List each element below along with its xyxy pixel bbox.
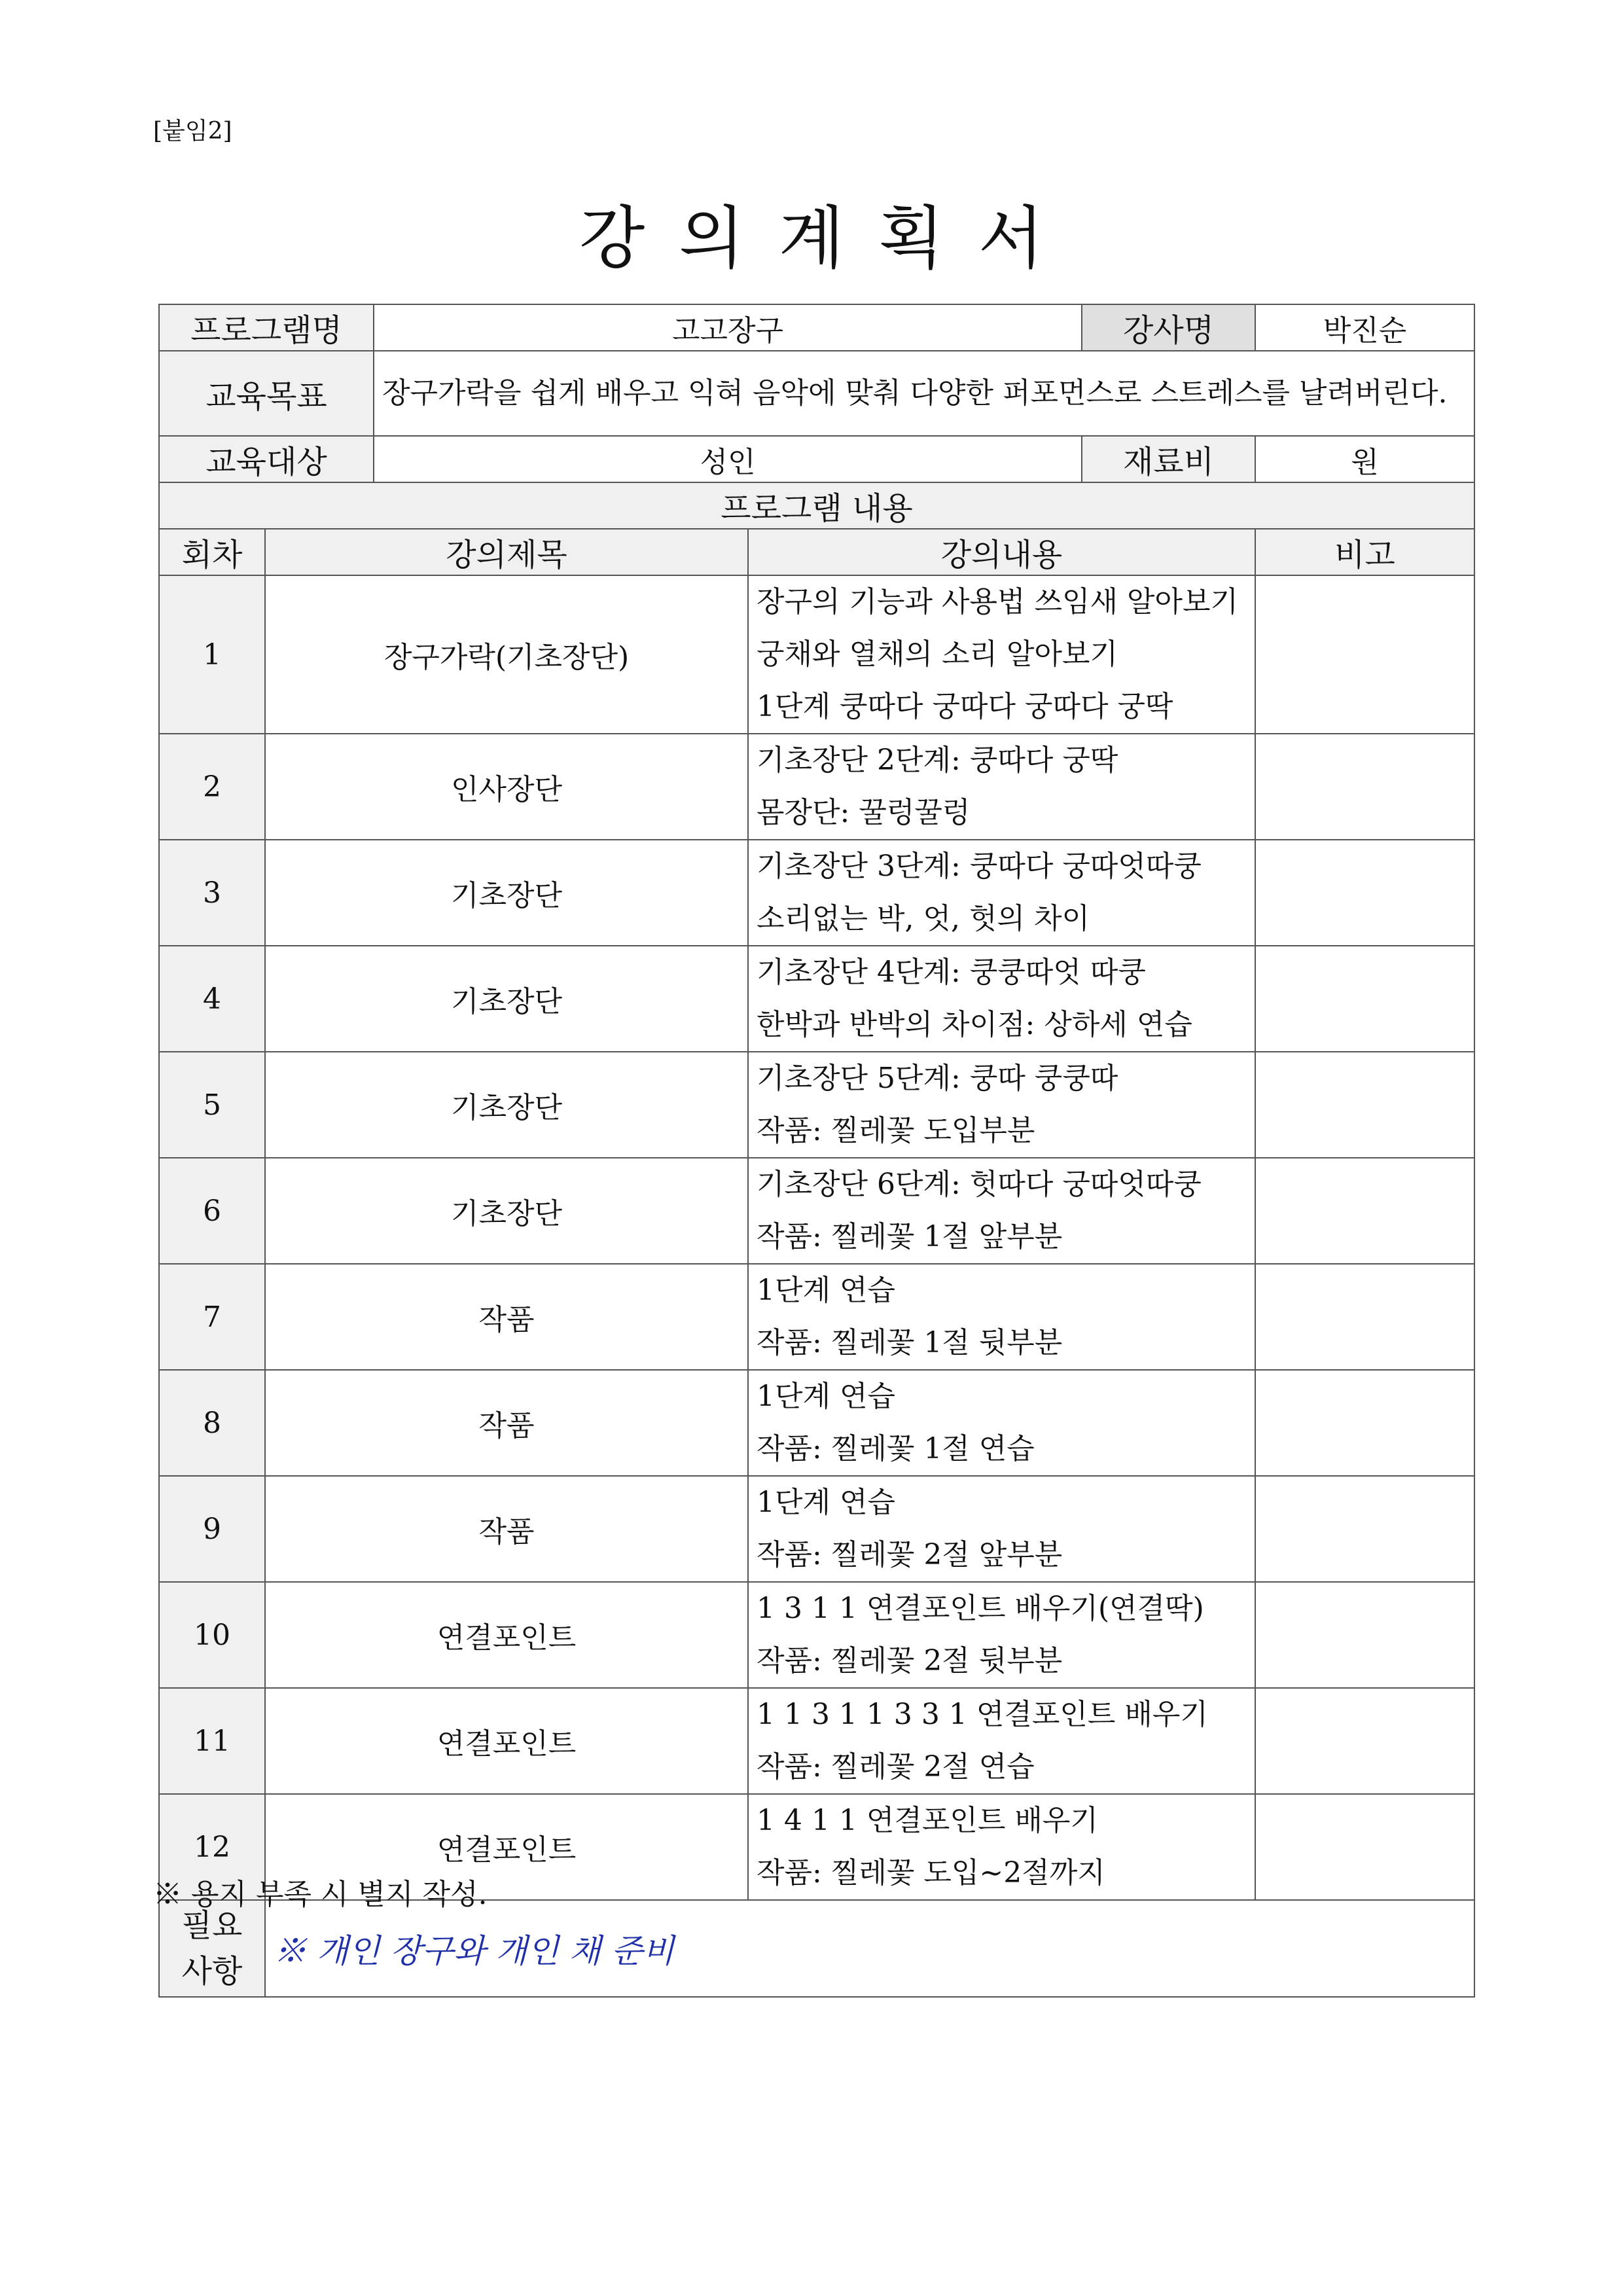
session-content-line: 작품: 찔레꽃 2절 앞부분	[757, 1538, 1063, 1571]
session-content-line: 작품: 찔레꽃 2절 뒷부분	[757, 1644, 1063, 1677]
session-content-line: 작품: 찔레꽃 1절 앞부분	[757, 1220, 1063, 1253]
session-row	[159, 1052, 1474, 1158]
session-title: 인사장단	[265, 734, 748, 840]
session-title: 작품	[265, 1476, 748, 1582]
session-content-line: 작품: 찔레꽃 2절 연습	[757, 1750, 1035, 1784]
session-row	[159, 1370, 1474, 1476]
session-content-line: 작품: 찔레꽃 도입~2절까지	[757, 1856, 1105, 1890]
session-content-line: 기초장단 2단계: 쿵따다 궁딱	[757, 744, 1118, 777]
session-content	[748, 1688, 1255, 1794]
session-remark	[1255, 734, 1474, 840]
session-number: 8	[159, 1370, 265, 1476]
session-number: 10	[159, 1582, 265, 1688]
session-remark	[1255, 1794, 1474, 1900]
session-content	[748, 1582, 1255, 1688]
session-content	[748, 1052, 1255, 1158]
session-number: 9	[159, 1476, 265, 1582]
session-content-line: 1단계 연습	[757, 1486, 895, 1519]
section-title: 프로그램 내용	[159, 482, 1474, 529]
session-title: 기초장단	[265, 840, 748, 946]
column-header-row	[159, 529, 1474, 575]
session-number: 11	[159, 1688, 265, 1794]
session-remark	[1255, 575, 1474, 734]
program-name-label: 프로그램명	[159, 304, 374, 351]
requirements-label-line: 사항	[181, 1953, 243, 1990]
session-content	[748, 1158, 1255, 1264]
session-title: 연결포인트	[265, 1794, 748, 1900]
col-remark: 비고	[1255, 529, 1474, 575]
col-content: 강의내용	[748, 529, 1255, 575]
session-number: 5	[159, 1052, 265, 1158]
session-title: 작품	[265, 1370, 748, 1476]
session-content-line: 소리없는 박, 엇, 헛의 차이	[757, 902, 1090, 935]
footer-note: ※ 용지 부족 시 별지 작성.	[153, 1878, 488, 1911]
session-content-line: 작품: 찔레꽃 1절 뒷부분	[757, 1326, 1063, 1359]
session-content	[748, 734, 1255, 840]
session-number: 12	[159, 1794, 265, 1900]
session-title: 장구가락(기초장단)	[265, 575, 748, 734]
session-remark	[1255, 1688, 1474, 1794]
session-row	[159, 734, 1474, 840]
session-content-line: 1 4 1 1 연결포인트 배우기	[757, 1804, 1098, 1837]
session-content-line: 1 1 3 1 1 3 3 1 연결포인트 배우기	[757, 1698, 1208, 1731]
session-content-line: 몸장단: 꿀렁꿀렁	[757, 796, 971, 829]
session-remark	[1255, 1476, 1474, 1582]
session-content-line: 한박과 반박의 차이점: 상하세 연습	[757, 1008, 1192, 1041]
session-remark	[1255, 1052, 1474, 1158]
session-number: 2	[159, 734, 265, 840]
session-number: 6	[159, 1158, 265, 1264]
session-content	[748, 575, 1255, 734]
session-content-line: 장구의 기능과 사용법 쓰임새 알아보기	[757, 585, 1239, 619]
session-number: 1	[159, 575, 265, 734]
session-content-line: 기초장단 3단계: 쿵따다 궁따엇따쿵	[757, 850, 1202, 883]
session-content-line: 1단계 연습	[757, 1274, 895, 1307]
session-content-line: 1단계 쿵따다 궁따다 궁따다 궁딱	[757, 690, 1173, 723]
session-title: 기초장단	[265, 946, 748, 1052]
session-row	[159, 1582, 1474, 1688]
session-row	[159, 575, 1474, 734]
attachment-label: [붙임2]	[153, 118, 232, 145]
requirements-label-line: 필요	[181, 1907, 243, 1944]
session-title: 기초장단	[265, 1052, 748, 1158]
session-remark	[1255, 946, 1474, 1052]
session-content-line: 작품: 찔레꽃 도입부분	[757, 1114, 1035, 1147]
session-number: 3	[159, 840, 265, 946]
section-title-row	[159, 482, 1474, 529]
target-value: 성인	[374, 436, 1082, 482]
requirements-row	[159, 1900, 1474, 1997]
instructor-label: 강사명	[1082, 304, 1255, 351]
session-content-line: 1 3 1 1 연결포인트 배우기(연결딱)	[757, 1592, 1204, 1625]
session-content-line: 기초장단 6단계: 헛따다 궁따엇따쿵	[757, 1168, 1202, 1201]
session-row	[159, 840, 1474, 946]
session-row	[159, 1688, 1474, 1794]
session-remark	[1255, 1582, 1474, 1688]
session-number: 7	[159, 1264, 265, 1370]
session-content-line: 기초장단 4단계: 쿵쿵따엇 따쿵	[757, 956, 1146, 989]
session-row	[159, 1264, 1474, 1370]
requirements-label	[159, 1900, 265, 1997]
material-value: 원	[1255, 436, 1474, 482]
session-content	[748, 1370, 1255, 1476]
material-label: 재료비	[1082, 436, 1255, 482]
lecture-plan-table	[158, 304, 1475, 1998]
session-title: 작품	[265, 1264, 748, 1370]
session-content	[748, 946, 1255, 1052]
session-row	[159, 1476, 1474, 1582]
session-content-line: 1단계 연습	[757, 1380, 895, 1413]
col-session: 회차	[159, 529, 265, 575]
session-content-line: 궁채와 열채의 소리 알아보기	[757, 637, 1118, 671]
program-name-value: 고고장구	[374, 304, 1082, 351]
session-number: 4	[159, 946, 265, 1052]
session-remark	[1255, 1370, 1474, 1476]
program-row	[159, 304, 1474, 351]
session-remark	[1255, 1264, 1474, 1370]
session-content	[748, 1476, 1255, 1582]
session-content-line: 작품: 찔레꽃 1절 연습	[757, 1432, 1035, 1465]
session-title: 연결포인트	[265, 1582, 748, 1688]
requirements-text: ※ 개인 장구와 개인 채 준비	[265, 1900, 1474, 1997]
target-label: 교육대상	[159, 436, 374, 482]
session-title: 기초장단	[265, 1158, 748, 1264]
session-content	[748, 1264, 1255, 1370]
session-row	[159, 946, 1474, 1052]
session-title: 연결포인트	[265, 1688, 748, 1794]
goal-label: 교육목표	[159, 351, 374, 436]
session-content	[748, 840, 1255, 946]
goal-value: 장구가락을 쉽게 배우고 익혀 음악에 맞춰 다양한 퍼포먼스로 스트레스를 날려버린다.	[374, 351, 1474, 436]
instructor-value: 박진순	[1255, 304, 1474, 351]
page-title: 강의계획서	[579, 198, 1079, 278]
target-row	[159, 436, 1474, 482]
session-content-line: 기초장단 5단계: 쿵따 쿵쿵따	[757, 1062, 1118, 1095]
goal-row	[159, 351, 1474, 436]
session-content	[748, 1794, 1255, 1900]
session-remark	[1255, 840, 1474, 946]
col-title: 강의제목	[265, 529, 748, 575]
session-remark	[1255, 1158, 1474, 1264]
session-row	[159, 1158, 1474, 1264]
